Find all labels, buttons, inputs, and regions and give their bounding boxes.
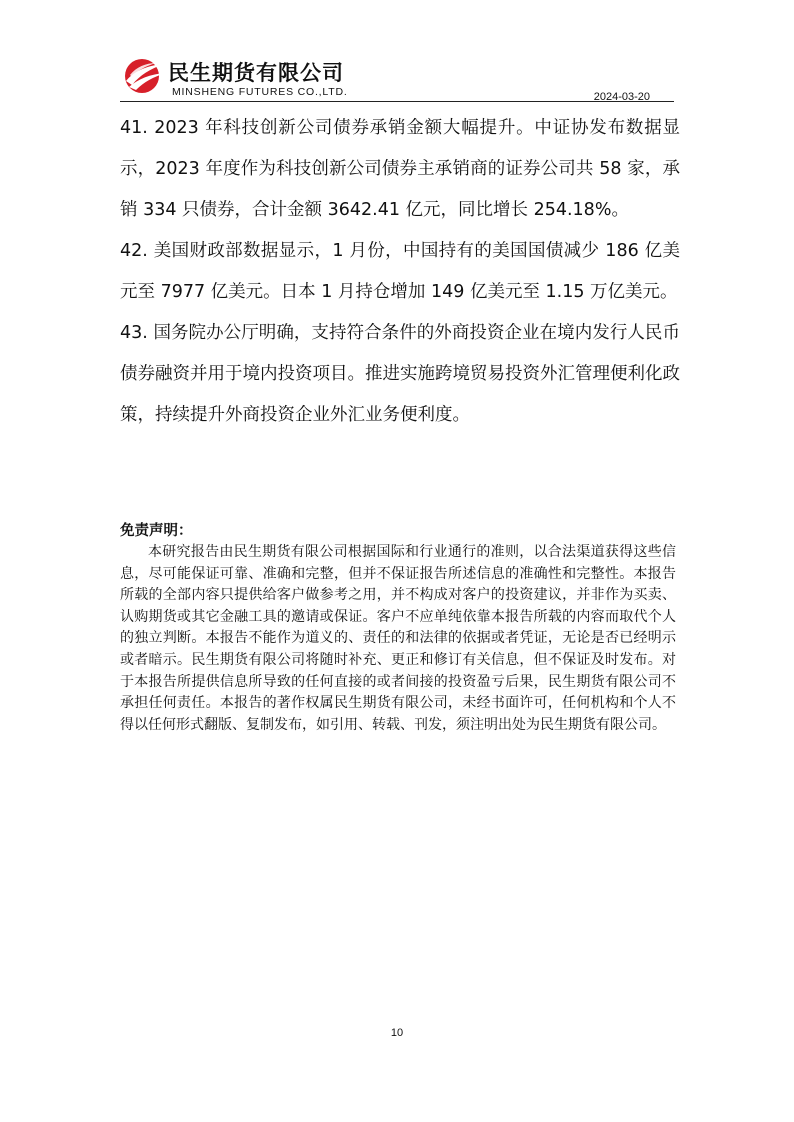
news-item: 42. 美国财政部数据显示，1 月份，中国持有的美国国债减少 186 亿美元至 7977 亿美元。日本 1 月持仓增加 149 亿美元至 1.15 万亿美元。 xyxy=(120,241,680,302)
page-number: 10 xyxy=(390,1027,404,1039)
company-name-en: MINSHENG FUTURES CO.,LTD. xyxy=(172,86,348,98)
header-divider xyxy=(120,101,674,102)
disclaimer-body: 本研究报告由民生期货有限公司根据国际和行业通行的准则，以合法渠道获得这些信息，尽可能保证可靠、准确和完整，但并不保证报告所述信息的准确性和完整性。本报告所载的全部内容只提供给客户做参考之用，并不构成对客户的投资建议，并非作为买卖、认购期货或其它金融工具的邀请或保证。客户不应单纯依靠本报告所载的内容而取代个人的独立判断。本报告不能作为道义的、责任的和法律的依据或者凭证，无论是否已经明示或者暗示。民生期货有限公司将随时补充、更正和修订有关信息，但不保证及时发布。对于本报告所提供信息所导致的任何直接的或者间接的投资盈亏后果，民生期货有限公司不承担任何责任。本报告的著作权属民生期货有限公司，未经书面许可，任何机构和个人不得以任何形式翻版、复制发布，如引用、转载、刊发，须注明出处为民生期货有限公司。 xyxy=(120,544,676,733)
disclaimer-section xyxy=(120,520,676,736)
report-header xyxy=(120,55,674,103)
news-item: 41. 2023 年科技创新公司债券承销金额大幅提升。中证协发布数据显示，2023 年度作为科技创新公司债券主承销商的证券公司共 58 家，承销 334 只债券，合计金额 3642.41 亿元，同比增长 254.18%。 xyxy=(120,118,680,220)
report-date: 2024-03-20 xyxy=(593,91,650,103)
disclaimer-title: 免责声明： xyxy=(120,523,193,539)
news-item: 43. 国务院办公厅明确，支持符合条件的外商投资企业在境内发行人民币债券融资并用于境内投资项目。推进实施跨境贸易投资外汇管理便利化政策，持续提升外商投资企业外汇业务便利度。 xyxy=(120,323,680,425)
minsheng-logo-icon xyxy=(120,55,168,97)
company-name-cn: 民生期货有限公司 xyxy=(168,61,344,85)
news-list xyxy=(120,108,680,436)
